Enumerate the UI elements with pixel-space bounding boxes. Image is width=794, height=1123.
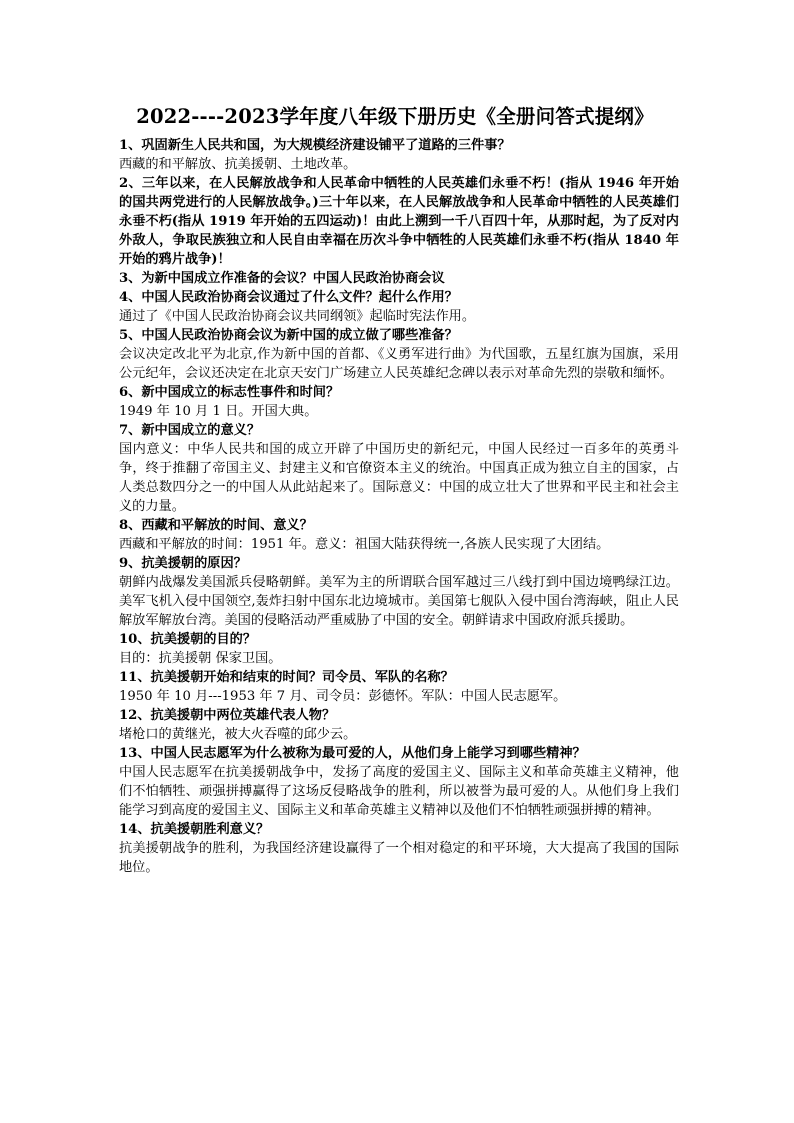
question-10: 10、抗美援朝的目的？	[119, 632, 257, 647]
answer-12: 堵枪口的黄继光，被大火吞噬的邱少云。	[119, 727, 357, 742]
answer-14: 抗美援朝战争的胜利，为我国经济建设赢得了一个相对稳定的和平环境，大大提高了我国的国际地位。	[119, 841, 679, 875]
question-12: 12、抗美援朝中两位英雄代表人物？	[119, 708, 336, 723]
question-7: 7、新中国成立的意义？	[119, 423, 261, 438]
document-title: 2022----2023学年度八年级下册历史《全册问答式提纲》	[136, 105, 654, 128]
question-14: 14、抗美援朝胜利意义？	[119, 822, 270, 837]
answer-7: 国内意义：中华人民共和国的成立开辟了中国历史的新纪元，中国人民经过一百多年的英勇斗争，终于推翻了帝国主义、封建主义和官僚资本主义的统治。中国真正成为独立自主的国家，占人类总数四分之一的中国人从此站起来了。国际意义：中国的成立壮大了世界和平民主和社会主义的力量。	[119, 442, 679, 514]
document-page	[119, 104, 679, 877]
question-3: 3、为新中国成立作准备的会议？中国人民政治协商会议	[119, 271, 445, 286]
question-5: 5、中国人民政治协商会议为新中国的成立做了哪些准备？	[119, 328, 458, 343]
answer-6: 1949 年 10 月 1 日。开国大典。	[119, 404, 318, 419]
answer-5: 会议决定改北平为北京,作为新中国的首都、《义勇军进行曲》为代国歌，五星红旗为国旗，采用公元纪年，会议还决定在北京天安门广场建立人民英雄纪念碑以表示对革命先烈的崇敬和缅怀。	[119, 347, 679, 381]
answer-8: 西藏和平解放的时间：1951 年。意义：祖国大陆获得统一,各族人民实现了大团结。	[119, 537, 610, 552]
answer-10: 目的：抗美援朝 保家卫国。	[119, 651, 282, 666]
question-9: 9、抗美援朝的原因？	[119, 556, 247, 571]
answer-13: 中国人民志愿军在抗美援朝战争中，发扬了高度的爱国主义、国际主义和革命英雄主义精神，他们不怕牺牲、顽强拼搏赢得了这场反侵略战争的胜利，所以被誉为最可爱的人。从他们身上我们能学习到高度的爱国主义、国际主义和革命英雄主义精神以及他们不怕牺牲顽强拼搏的精神。	[119, 765, 679, 818]
answer-4: 通过了《中国人民政治协商会议共同纲领》起临时宪法作用。	[119, 309, 476, 324]
answer-1: 西藏的和平解放、抗美援朝、土地改革。	[119, 157, 357, 172]
question-1: 1、巩固新生人民共和国，为大规模经济建设铺平了道路的三件事？	[119, 138, 511, 153]
answer-9: 朝鲜内战爆发美国派兵侵略朝鲜。美军为主的所谓联合国军越过三八线打到中国边境鸭绿江边。美军飞机入侵中国领空,轰炸扫射中国东北边境城市。美国第七舰队入侵中国台湾海峡，阻止人民解放军解放台湾。美国的侵略活动严重威胁了中国的安全。朝鲜请求中国政府派兵援助。	[119, 575, 679, 628]
qa-list	[119, 136, 679, 877]
question-6: 6、新中国成立的标志性事件和时间？	[119, 385, 340, 400]
question-11: 11、抗美援朝开始和结束的时间？司令员、军队的名称？	[119, 670, 454, 685]
answer-11: 1950 年 10 月---1953 年 7 月、司令员：彭德怀。军队：中国人民志愿军。	[119, 689, 567, 704]
question-13: 13、中国人民志愿军为什么被称为最可爱的人，从他们身上能学习到哪些精神？	[119, 746, 586, 761]
question-4: 4、中国人民政治协商会议通过了什么文件？起什么作用？	[119, 290, 458, 305]
question-2: 2、三年以来，在人民解放战争和人民革命中牺牲的人民英雄们永垂不朽！(指从 1946 年开始的国共两党进行的人民解放战争。)三十年以来，在人民解放战争和人民革命中牺牲的人民英雄们永垂不朽(指从 1919 年开始的五四运动)！由此上溯到一千八百四十年，从那时起，为了反对内外敌人，争取民族独立和人民自由幸福在历次斗争中牺牲的人民英雄们永垂不朽(指从 1840 年开始的鸦片战争)！	[119, 176, 679, 267]
question-8: 8、西藏和平解放的时间、意义？	[119, 518, 313, 533]
